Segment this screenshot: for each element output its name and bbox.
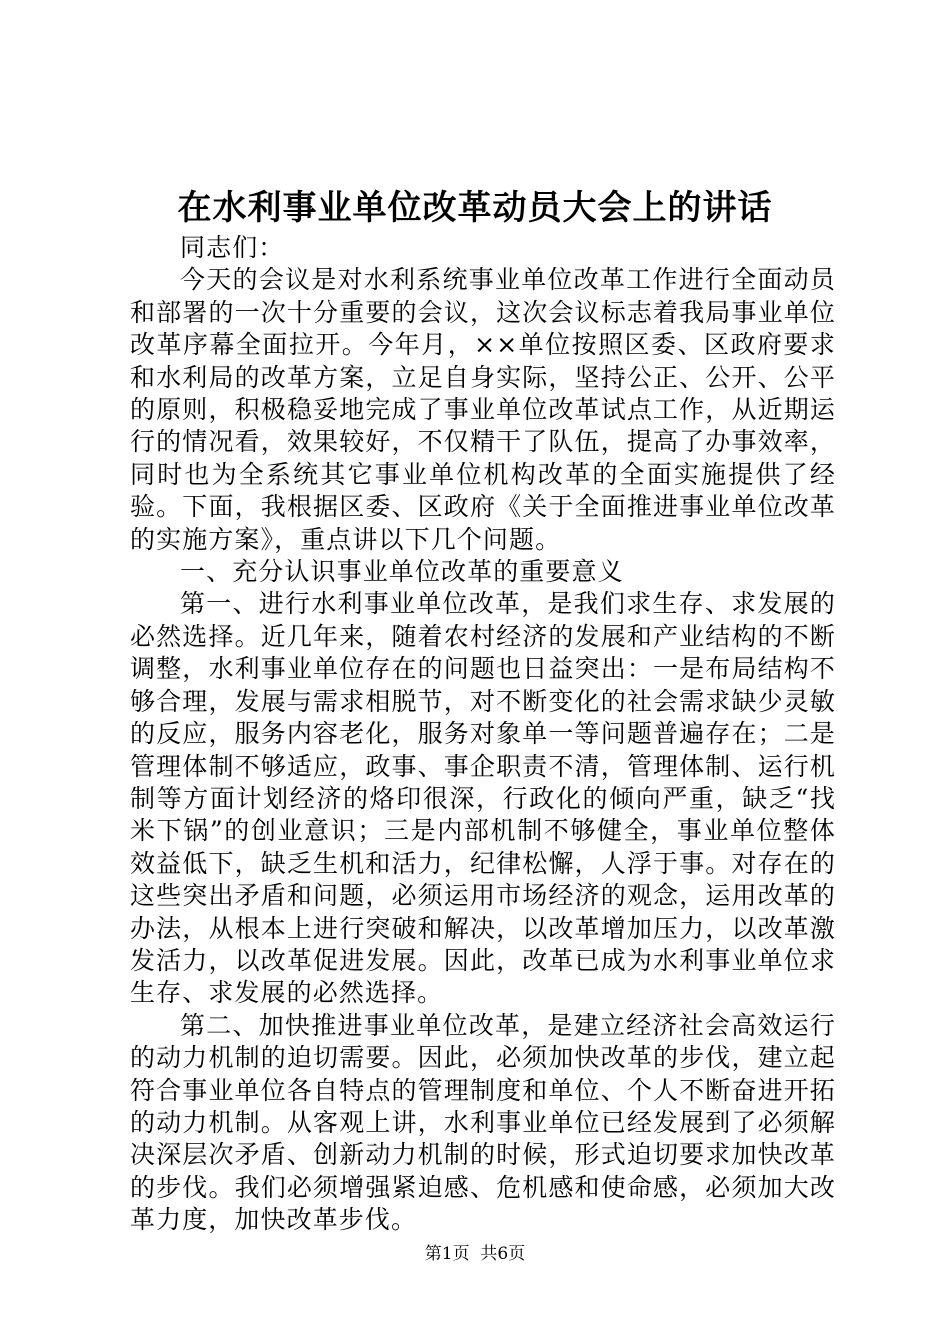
paragraph-intro: 今天的会议是对水利系统事业单位改革工作进行全面动员和部署的一次十分重要的会议，这次会议标志着我局事业单位改革序幕全面拉开。今年月，××单位按照区委、区政府要求和水利局的改革方案，立足自身实际，坚持公正、公开、公平的原则，积极稳妥地完成了事业单位改革试点工作，从近期运行的情况看，效果较好，不仅精干了队伍，提高了办事效率，同时也为全系统其它事业单位机构改革的全面实施提供了经验。下面，我根据区委、区政府《关于全面推进事业单位改革的实施方案》，重点讲以下几个问题。	[130, 265, 836, 554]
page-total: 共6页	[480, 1244, 526, 1264]
paragraph-first-point: 第一、进行水利事业单位改革，是我们求生存、求发展的必然选择。近几年来，随着农村经济的发展和产业结构的不断调整，水利事业单位存在的问题也日益突出：一是布局结构不够合理，发展与需求相脱节，对不断变化的社会需求缺少灵敏的反应，服务内容老化，服务对象单一等问题普遍存在；二是管理体制不够适应，政事、事企职责不清，管理体制、运行机制等方面计划经济的烙印很深，行政化的倾向严重，缺乏“找米下锅”的创业意识；三是内部机制不够健全，事业单位整体效益低下，缺乏生机和活力，纪律松懈，人浮于事。对存在的这些突出矛盾和问题，必须运用市场经济的观念，运用改革的办法，从根本上进行突破和解决，以改革增加压力，以改革激发活力，以改革促进发展。因此，改革已成为水利事业单位求生存、求发展的必然选择。	[130, 589, 836, 1008]
page-number: 第1页	[424, 1244, 470, 1264]
salutation: 同志们：	[180, 233, 285, 262]
paragraph-second-point: 第二、加快推进事业单位改革，是建立经济社会高效运行的动力机制的迫切需要。因此，必须加快改革的步伐，建立起符合事业单位各自特点的管理制度和单位、个人不断奋进开拓的动力机制。从客观上讲，水利事业单位已经发展到了必须解决深层次矛盾、创新动力机制的时候，形式迫切要求加快改革的步伐。我们必须增强紧迫感、危机感和使命感，必须加大改革力度，加快改革步伐。	[130, 1010, 836, 1235]
document-title: 在水利事业单位改革动员大会上的讲话	[177, 188, 773, 228]
section-heading-1: 一、充分认识事业单位改革的重要意义	[180, 557, 624, 587]
document-body	[130, 232, 836, 1237]
page-footer	[0, 1240, 950, 1268]
